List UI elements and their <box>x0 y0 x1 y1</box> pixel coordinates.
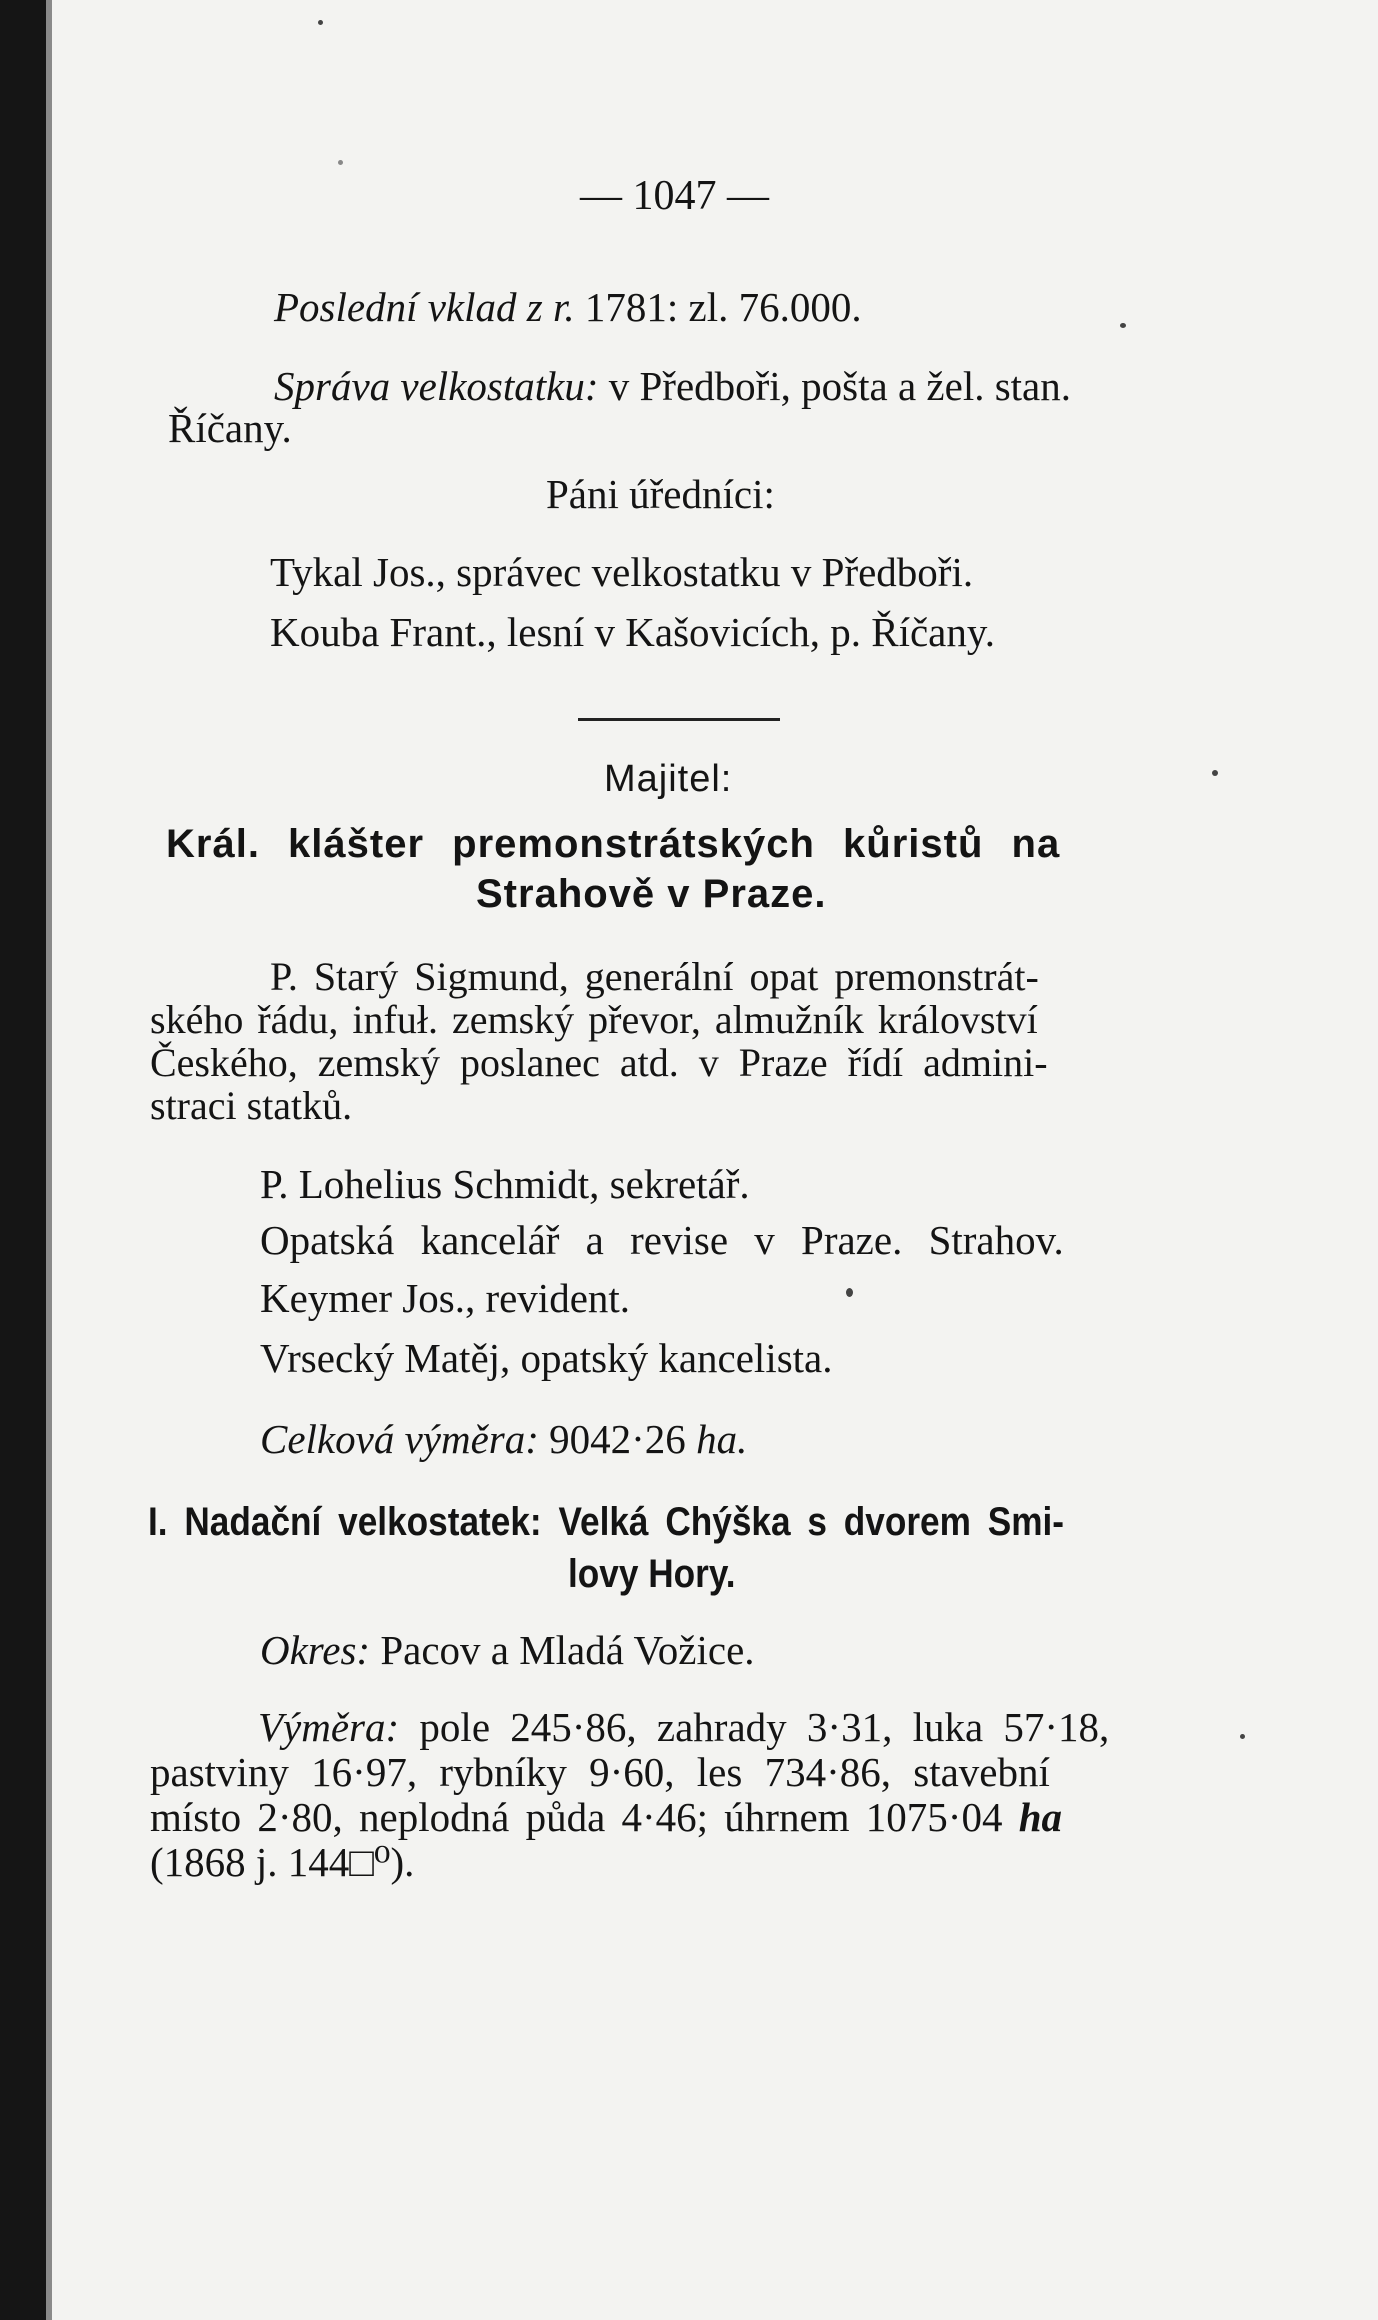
vymera-line3-unit: ha <box>1018 1794 1063 1840</box>
urednici-heading: Páni úředníci: <box>546 471 775 517</box>
book-spine-shadow <box>0 0 46 2320</box>
scan-speck <box>1240 1734 1245 1739</box>
okres-line <box>260 1626 755 1674</box>
staff-item: Opatská kancelář a revise v Praze. Strahov. <box>260 1217 1064 1263</box>
scan-speck <box>1120 323 1126 328</box>
celkova-vymera-unit: ha. <box>696 1416 748 1462</box>
vymera-line1-text: pole 245·86, zahrady 3·31, luka 57·18, <box>419 1704 1110 1750</box>
sprava-value-continued: Říčany. <box>168 405 292 451</box>
section-title-label: I. Nadační velkostatek: <box>148 1500 542 1544</box>
vymera-line3-text: místo 2·80, neplodná půda 4·46; úhrnem 1075·04 <box>150 1794 1003 1840</box>
celkova-vymera-label: Celková výměra: <box>260 1416 539 1462</box>
posledni-vklad-line <box>274 283 862 331</box>
vymera-line4: (1868 j. 144□⁰). <box>150 1839 415 1885</box>
description-line: Českého, zemský poslanec atd. v Praze řídí admini- <box>150 1040 1048 1085</box>
urednik-item: Tykal Jos., správec velkostatku v Předboři. <box>270 549 974 595</box>
page-number: — 1047 — <box>580 173 769 219</box>
scan-speck <box>846 1288 853 1297</box>
vymera-label: Výměra: <box>258 1704 400 1750</box>
okres-label: Okres: <box>260 1627 371 1673</box>
sprava-value: v Předboři, pošta a žel. stan. <box>608 363 1072 409</box>
vymera-line2: pastviny 16·97, rybníky 9·60, les 734·86, stavební <box>150 1749 1050 1795</box>
scan-speck <box>338 160 343 165</box>
staff-item: Keymer Jos., revident. <box>260 1275 631 1321</box>
section-title-line2: lovy Hory. <box>568 1552 736 1596</box>
sprava-label: Správa velkostatku: <box>274 363 599 409</box>
majitel-heading: Majitel: <box>604 758 733 800</box>
scan-speck <box>318 20 323 25</box>
posledni-vklad-label: Poslední vklad z r. <box>274 284 575 330</box>
celkova-vymera-value: 9042·26 <box>549 1416 686 1462</box>
sprava-line <box>274 362 1071 410</box>
section-title-line1 <box>148 1500 1064 1545</box>
urednik-item: Kouba Frant., lesní v Kašovicích, p. Říčany. <box>270 609 995 655</box>
majitel-owner-line1: Král. klášter premonstrátských kůristů na <box>166 822 1061 866</box>
description-line: ského řádu, infuł. zemský převor, almužník království <box>150 997 1038 1042</box>
section-title-value: Velká Chýška s dvorem Smi- <box>558 1500 1065 1544</box>
staff-item: P. Lohelius Schmidt, sekretář. <box>260 1161 750 1207</box>
description-line: P. Starý Sigmund, generální opat premonstrát- <box>270 954 1039 999</box>
vymera-line1 <box>258 1703 1109 1751</box>
okres-value: Pacov a Mladá Vožice. <box>380 1627 755 1673</box>
vymera-line3 <box>150 1793 1062 1841</box>
page-edge <box>46 0 52 2320</box>
section-divider <box>578 718 780 721</box>
scan-speck <box>1212 770 1218 776</box>
description-line: straci statků. <box>150 1083 353 1128</box>
majitel-owner-line2: Strahově v Praze. <box>476 872 827 916</box>
posledni-vklad-value: 1781: zl. 76.000. <box>584 284 862 330</box>
celkova-vymera-line <box>260 1415 747 1463</box>
staff-item: Vrsecký Matěj, opatský kancelista. <box>260 1335 833 1381</box>
